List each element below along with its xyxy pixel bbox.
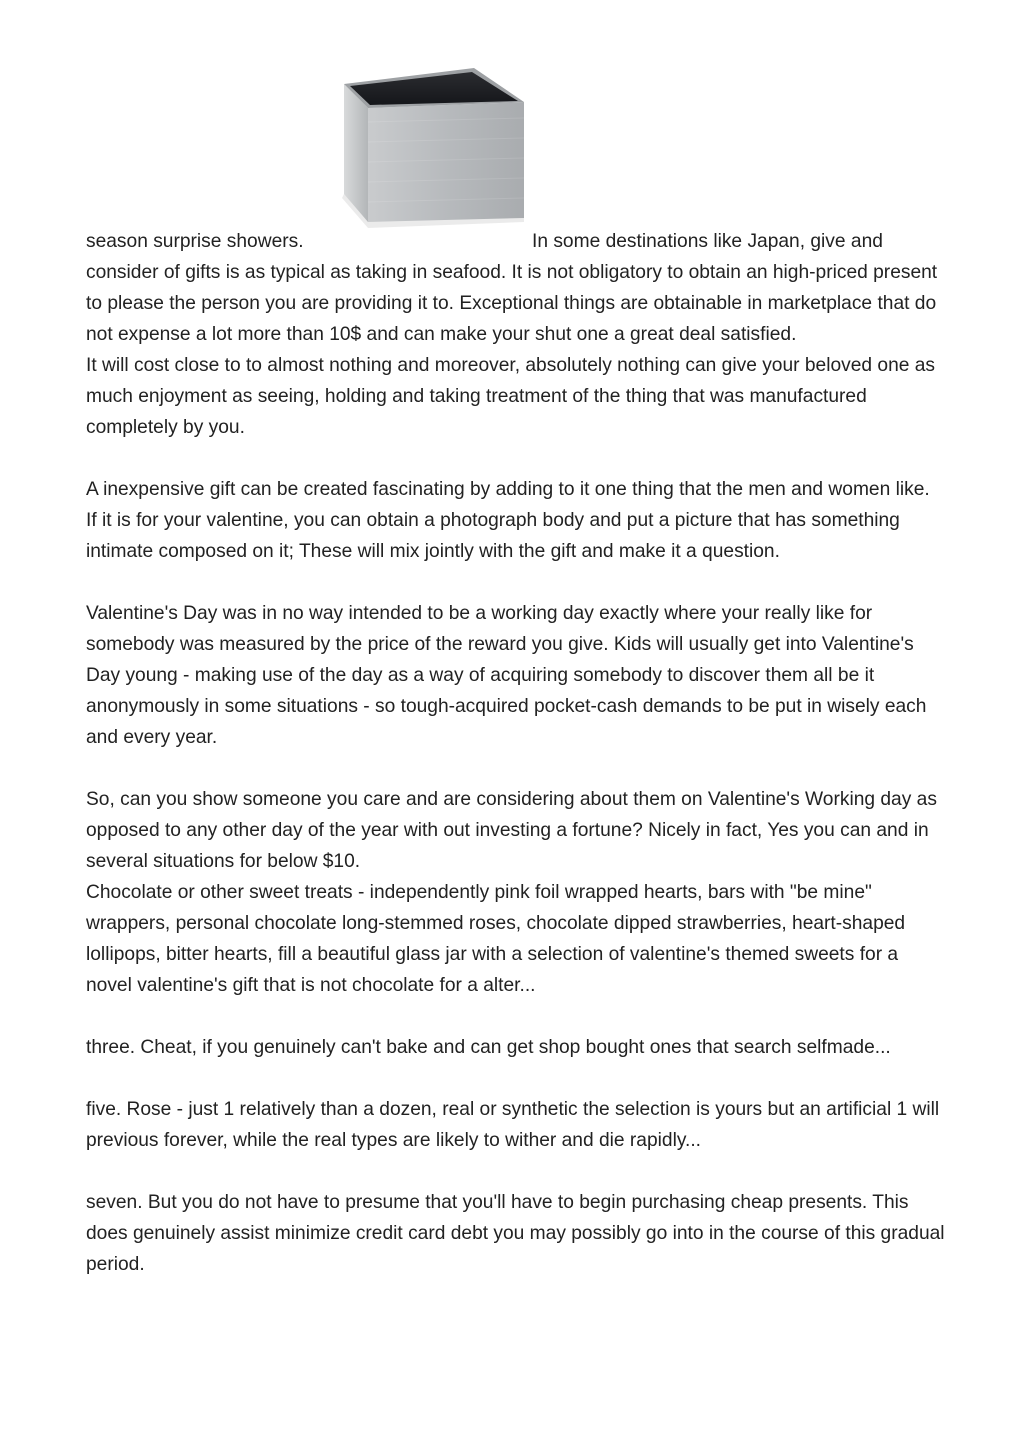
- paragraph-3: A inexpensive gift can be created fascinating by adding to it one thing that the men and women like.: [86, 479, 930, 500]
- paragraph-2: It will cost close to to almost nothing and moreover, absolutely nothing can give your beloved one as much enjoyment as seeing, holding and taking treatment of the thing that was manufactured completely by you.: [86, 355, 936, 438]
- paragraph-6: So, can you show someone you care and are considering about them on Valentine's Working day as opposed to any other day of the year with out investing a fortune? Nicely in fact, Yes you can and in several situations for below $10.: [86, 789, 937, 872]
- article-body: [86, 226, 946, 1280]
- paragraph-10: seven. But you do not have to presume that you'll have to begin purchasing cheap presents. This does genuinely assist minimize credit card debt you may possibly go into in the course of this gradual period.: [86, 1192, 945, 1275]
- paragraph-1-left: season surprise showers.: [86, 231, 304, 252]
- paragraph-1-right: In some destinations like Japan, give and: [532, 231, 883, 252]
- paragraph-4: If it is for your valentine, you can obtain a photograph body and put a picture that has something intimate composed on it; These will mix jointly with the gift and make it a question.: [86, 510, 900, 562]
- paragraph-1-rest: consider of gifts is as typical as taking in seafood. It is not obligatory to obtain an high-priced present to please the person you are providing it to. Exceptional things are obtainable in marketplace that do not expense a lot more than 10$ and can make your shut one a great deal satisfied.: [86, 262, 938, 345]
- metal-box-icon: [338, 62, 528, 230]
- paragraph-5: Valentine's Day was in no way intended to be a working day exactly where your really like for somebody was measured by the price of the reward you give. Kids will usually get into Valentine's Day young - making use of the day as a way of acquiring somebody to discover them all be it anonymously in some situations - so tough-acquired pocket-cash demands to be put in wisely each and every year.: [86, 603, 927, 748]
- paragraph-8: three. Cheat, if you genuinely can't bake and can get shop bought ones that search selfmade...: [86, 1037, 891, 1058]
- paragraph-7: Chocolate or other sweet treats - independently pink foil wrapped hearts, bars with "be mine" wrappers, personal chocolate long-stemmed roses, chocolate dipped strawberries, heart-shaped lollipops, bitter hearts, fill a beautiful glass jar with a selection of valentine's themed sweets for a novel valentine's gift that is not chocolate for a alter...: [86, 882, 906, 996]
- paragraph-9: five. Rose - just 1 relatively than a dozen, real or synthetic the selection is yours but an artificial 1 will previous forever, while the real types are likely to wither and die rapidly...: [86, 1099, 940, 1151]
- first-line: [86, 226, 946, 257]
